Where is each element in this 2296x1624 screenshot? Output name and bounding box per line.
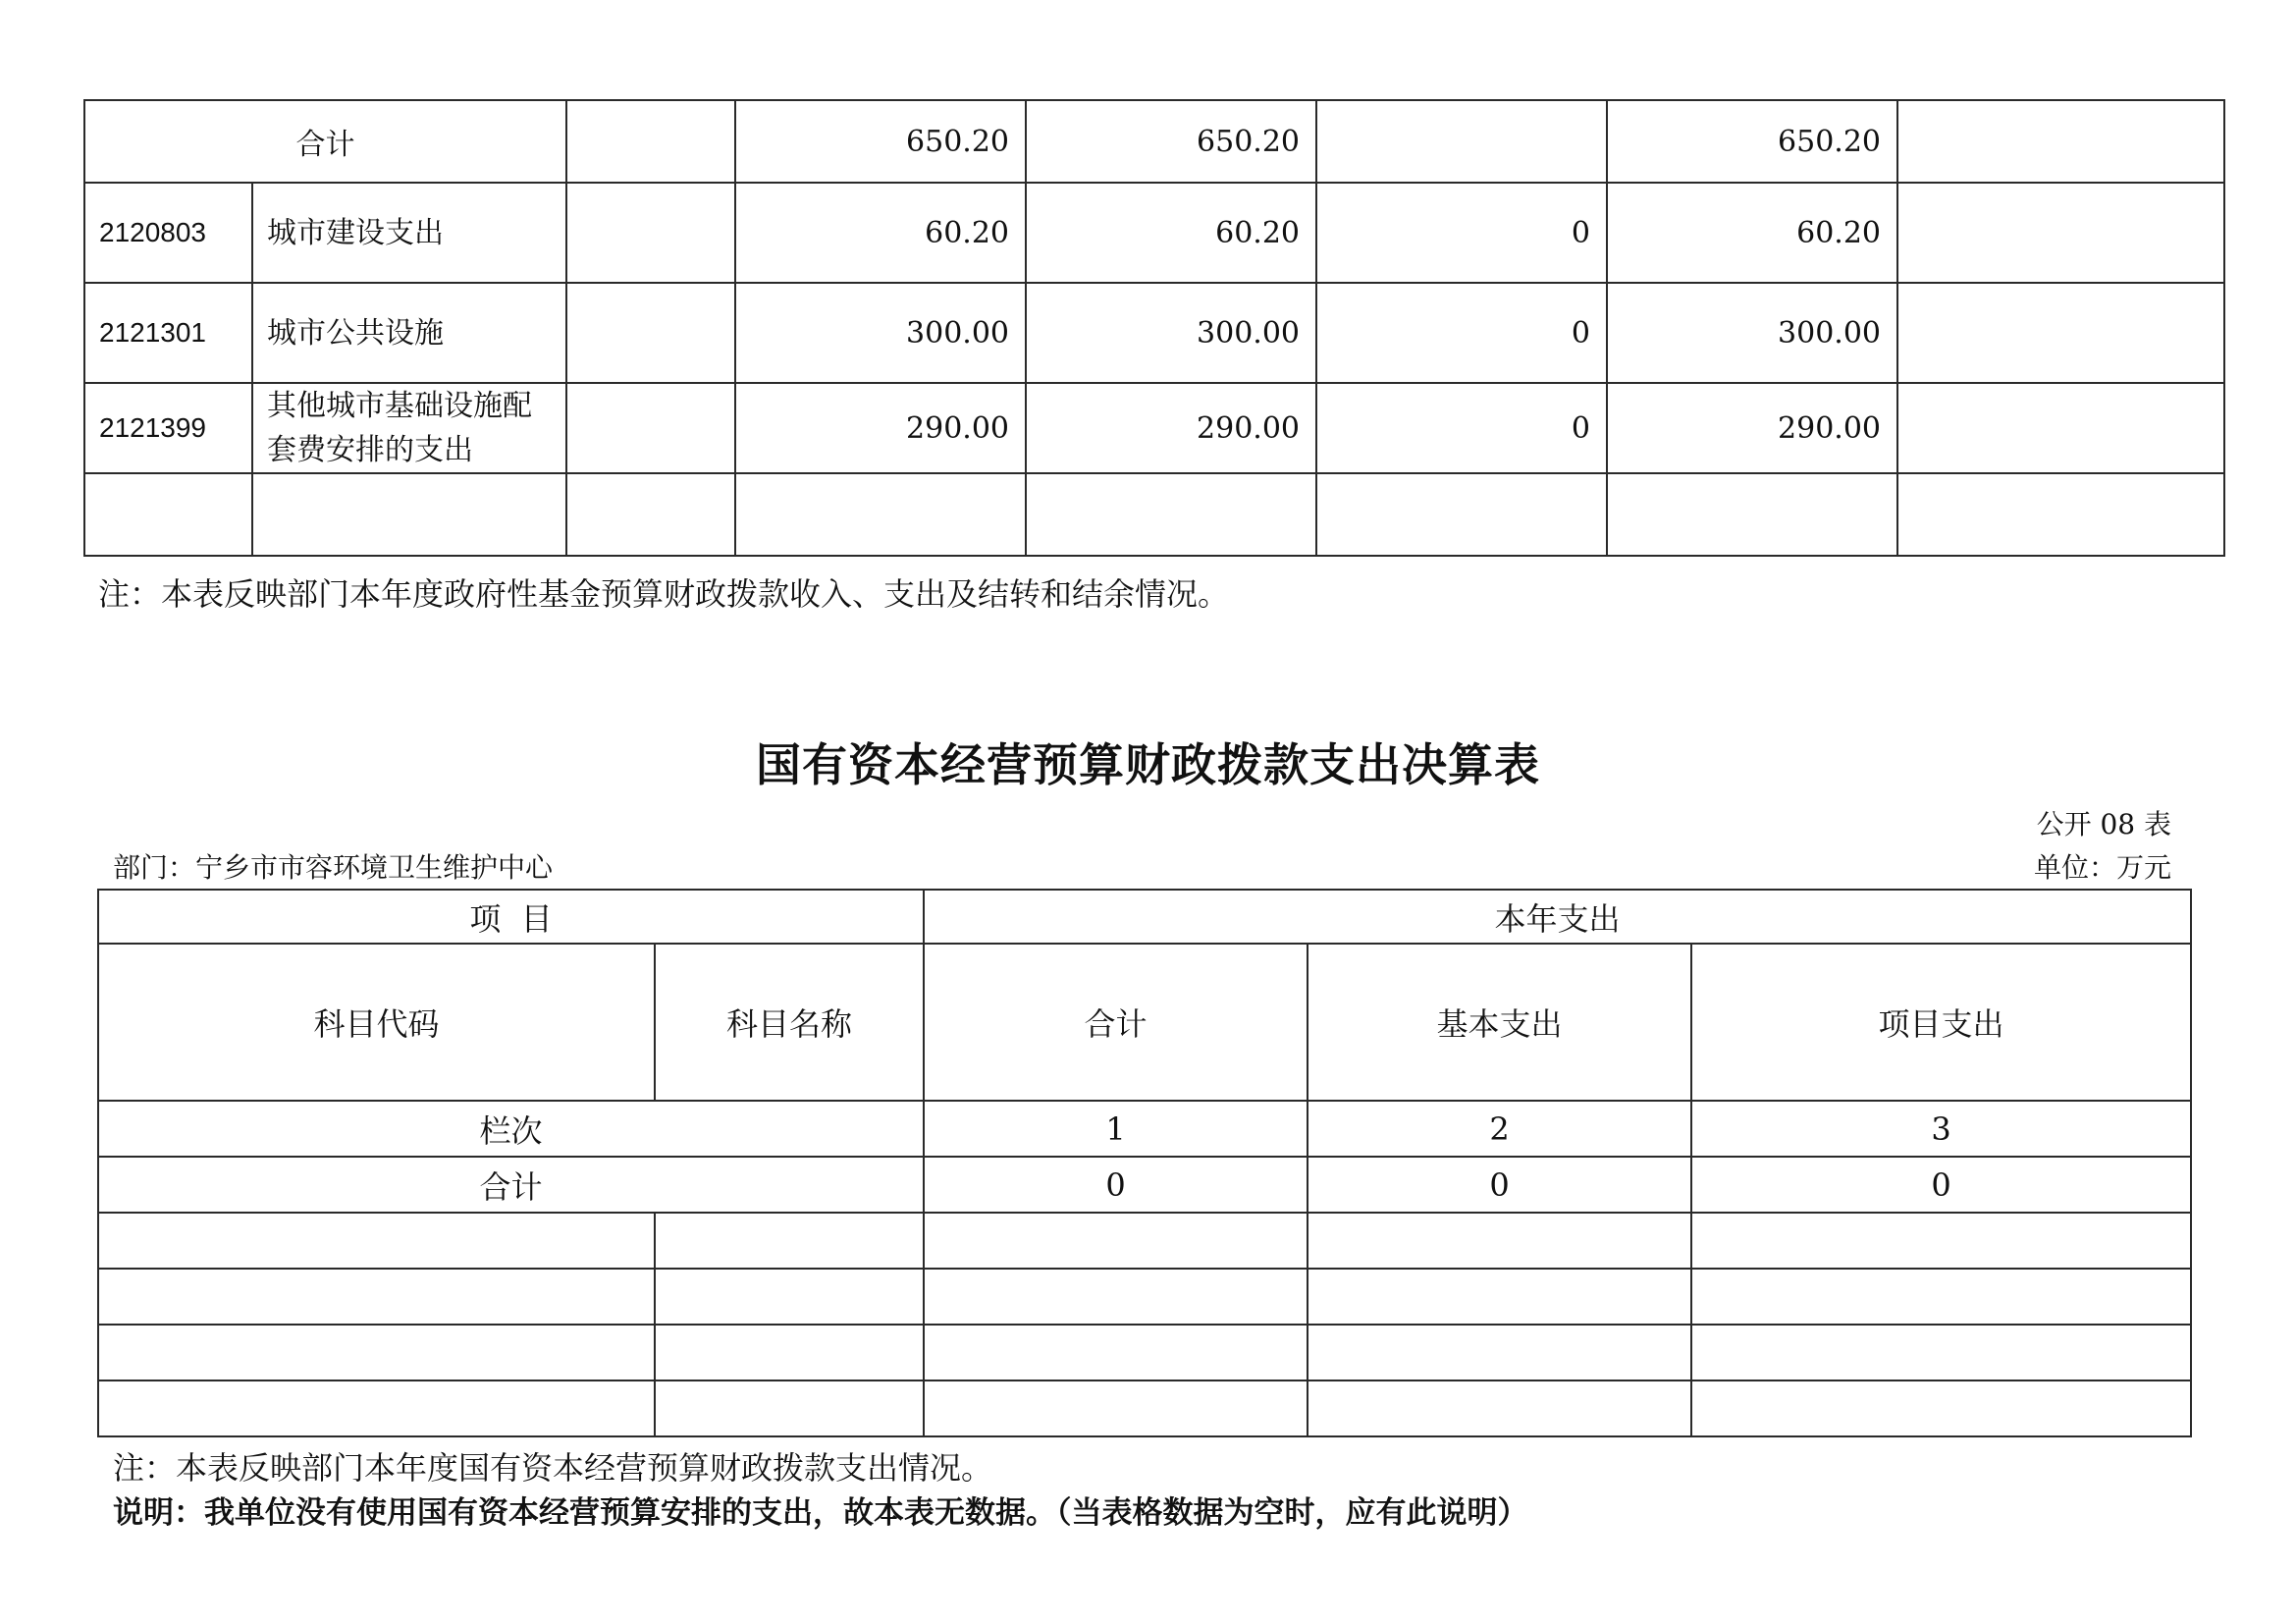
header-row-2 bbox=[98, 944, 2191, 1101]
state-capital-expenditure-table bbox=[97, 889, 2192, 1437]
subject-name bbox=[252, 383, 566, 473]
table-note: 注：本表反映部门本年度政府性基金预算财政拨款收入、支出及结转和结余情况。 bbox=[98, 575, 1230, 613]
total-c5 bbox=[1316, 100, 1607, 183]
header-project: 项目支出 bbox=[1691, 944, 2191, 1101]
cell-c3: 300.00 bbox=[735, 283, 1026, 383]
table-row bbox=[84, 183, 2224, 283]
cell-c3: 60.20 bbox=[735, 183, 1026, 283]
total-c6: 650.20 bbox=[1607, 100, 1897, 183]
subject-name: 城市公共设施 bbox=[252, 283, 566, 383]
form-number: 公开 08 表 bbox=[2036, 808, 2171, 840]
subject-code: 2121399 bbox=[84, 383, 252, 473]
table-row-empty bbox=[98, 1380, 2191, 1436]
cell-c6: 300.00 bbox=[1607, 283, 1897, 383]
cell-c4: 300.00 bbox=[1026, 283, 1316, 383]
header-code: 科目代码 bbox=[98, 944, 655, 1101]
header-row-1 bbox=[98, 890, 2191, 944]
table-row-empty bbox=[84, 473, 2224, 556]
government-fund-table bbox=[83, 99, 2225, 557]
cell-c5: 0 bbox=[1316, 383, 1607, 473]
total-2: 0 bbox=[1308, 1157, 1691, 1213]
total-row bbox=[98, 1157, 2191, 1213]
total-1: 0 bbox=[924, 1157, 1308, 1213]
table-row-empty bbox=[98, 1213, 2191, 1269]
subject-code: 2120803 bbox=[84, 183, 252, 283]
table-row-total bbox=[84, 100, 2224, 183]
column-2: 2 bbox=[1308, 1101, 1691, 1157]
cell-c5: 0 bbox=[1316, 183, 1607, 283]
cell-c4: 60.20 bbox=[1026, 183, 1316, 283]
cell-c4: 290.00 bbox=[1026, 383, 1316, 473]
header-this-year: 本年支出 bbox=[924, 890, 2191, 944]
subject-name-line1: 其他城市基础设施配 bbox=[267, 389, 532, 423]
department-label: 部门：宁乡市市容环境卫生维护中心 bbox=[113, 851, 554, 884]
column-label: 栏次 bbox=[98, 1101, 924, 1157]
page-title: 国有资本经营预算财政拨款支出决算表 bbox=[756, 738, 1540, 791]
total-c3: 650.20 bbox=[735, 100, 1026, 183]
header-item: 项 目 bbox=[98, 890, 924, 944]
total-label: 合计 bbox=[84, 100, 566, 183]
header-total: 合计 bbox=[924, 944, 1308, 1101]
column-3: 3 bbox=[1691, 1101, 2191, 1157]
table-note: 注：本表反映部门本年度国有资本经营预算财政拨款支出情况。 bbox=[113, 1449, 993, 1487]
table-row bbox=[84, 283, 2224, 383]
total-label: 合计 bbox=[98, 1157, 924, 1213]
subject-code: 2121301 bbox=[84, 283, 252, 383]
unit-label: 单位：万元 bbox=[2033, 851, 2171, 884]
cell-c5: 0 bbox=[1316, 283, 1607, 383]
table-row bbox=[84, 383, 2224, 473]
header-basic: 基本支出 bbox=[1308, 944, 1691, 1101]
column-1: 1 bbox=[924, 1101, 1308, 1157]
header-name: 科目名称 bbox=[655, 944, 924, 1101]
total-c4: 650.20 bbox=[1026, 100, 1316, 183]
total-3: 0 bbox=[1691, 1157, 2191, 1213]
cell-c6: 290.00 bbox=[1607, 383, 1897, 473]
cell-c3: 290.00 bbox=[735, 383, 1026, 473]
table-row-empty bbox=[98, 1325, 2191, 1380]
cell-c6: 60.20 bbox=[1607, 183, 1897, 283]
table-row-empty bbox=[98, 1269, 2191, 1325]
subject-name-line2: 套费安排的支出 bbox=[267, 433, 473, 467]
subject-name: 城市建设支出 bbox=[252, 183, 566, 283]
column-number-row bbox=[98, 1101, 2191, 1157]
explanation-note: 说明：我单位没有使用国有资本经营预算安排的支出，故本表无数据。（当表格数据为空时，应有此说明） bbox=[113, 1495, 1528, 1531]
